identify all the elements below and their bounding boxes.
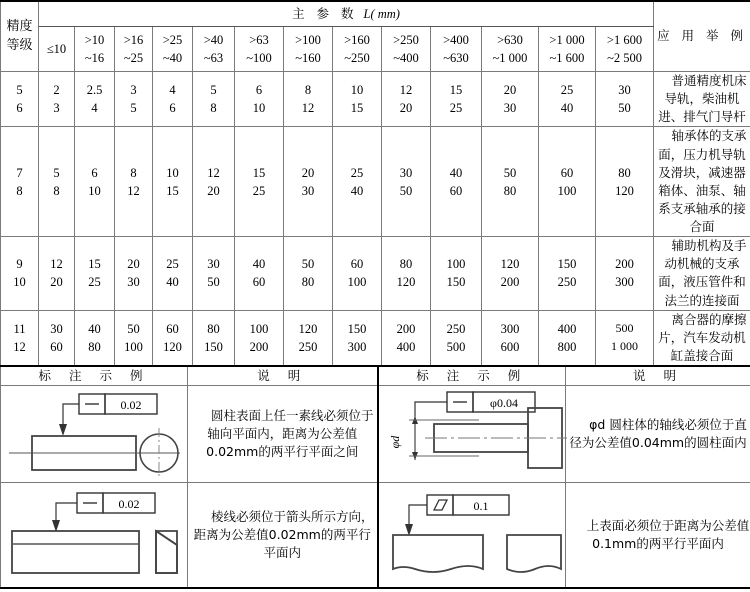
examples-table [0,367,750,589]
tolerance-value-label: φ0.04 [489,396,518,411]
value-cell: 250 500 [431,310,482,366]
diagram-cylinder-line-straightness [1,386,188,482]
diagram-shaft-axis-straightness [379,386,567,482]
value-cell: 40 60 [431,127,482,237]
value-cell: 2.5 4 [75,72,115,127]
range-10-line1: >630 [497,32,523,47]
range-12-line1: >1 600 [606,32,643,47]
grade-header-line1: 精度 [6,18,33,34]
value-cell: 8 12 [115,127,153,237]
value-cell: 120 250 [284,310,333,366]
grade-cell [1,127,39,237]
value-cell: 40 80 [75,310,115,366]
value-cell: 2 3 [39,72,75,127]
examples-header-row [1,367,750,386]
value-cell: 30 60 [39,310,75,366]
range-header-3 [153,27,193,72]
value-cell: 80 120 [596,127,654,237]
range-header-9 [431,27,482,72]
range-8-line2: ~400 [393,51,419,65]
grade-header-line2: 等级 [6,37,33,53]
main-parameter-header [39,1,654,27]
value-cell: 30 50 [193,237,235,311]
range-11-line2: ~1 600 [549,51,585,65]
tolerance-value-label: 0.1 [473,499,488,514]
value-cell: 6 10 [75,127,115,237]
range-2-line2: ~25 [123,51,144,65]
range-6-line1: >100 [295,32,321,47]
grade-cell [1,72,39,127]
example-figure-straightness-axial-line [1,386,188,483]
example-row [1,386,750,483]
range-header-10 [482,27,539,72]
range-8-line1: >250 [393,32,419,47]
application-cell: 辅助机构及手动机械的支承面，液压管件和法兰的连接面 [654,237,750,311]
example-row [1,483,750,589]
range-3-line1: >25 [162,32,183,47]
example-description-cell: 棱线必须位于箭头所示方向，距离为公差值0.02mm的两平行平面内 [188,483,378,589]
application-header-label: 应 用 举 例 [657,28,747,44]
main-parameter-title: 主 参 数 [292,5,358,21]
range-header-4 [193,27,235,72]
flatness-symbol-icon [434,500,447,510]
application-cell: 轴承体的支承面，压力机导轨及滑块，减速器箱体、油泵、轴系支承轴承的接合面 [654,127,750,237]
value-cell: 25 40 [153,237,193,311]
range-header-6 [284,27,333,72]
header-row-title [1,1,750,27]
range-6-line2: ~160 [295,51,321,65]
diagram-plate-flatness [379,483,567,587]
range-1-line1: >10 [84,32,105,47]
value-cell: 20 30 [284,127,333,237]
value-cell: 50 80 [284,237,333,311]
range-9-line1: >400 [443,32,469,47]
value-cell: 80 120 [382,237,431,311]
value-cell: 20 30 [482,72,539,127]
dimension-label-phi-d: φd [387,435,402,449]
range-12-line2: ~2 500 [607,51,642,65]
value-cell: 6 10 [235,72,284,127]
value-cell: 200 400 [382,310,431,366]
value-cell: 60 100 [539,127,596,237]
range-header-8 [382,27,431,72]
value-cell: 3 5 [115,72,153,127]
range-0-line1: ≤10 [46,41,67,56]
main-parameter-unit: ( mm) [370,6,400,21]
grade-bottom: 6 [16,101,23,116]
value-cell: 12 20 [382,72,431,127]
range-header-1 [75,27,115,72]
application-header [654,1,750,72]
range-4-line1: >40 [203,32,224,47]
grade-cell [1,237,39,311]
value-cell: 10 15 [333,72,382,127]
range-10-line2: ~1 000 [492,51,528,65]
value-cell: 15 25 [431,72,482,127]
value-cell: 150 300 [333,310,382,366]
example-figure-flatness-top-surface [378,483,566,589]
value-cell: 15 25 [235,127,284,237]
tolerance-value-label: 0.02 [120,398,142,413]
value-cell: 40 60 [235,237,284,311]
value-cell: 8 12 [284,72,333,127]
range-header-12 [596,27,654,72]
value-cell: 200 300 [596,237,654,311]
value-cell: 12 20 [39,237,75,311]
range-9-line2: ~630 [443,51,469,65]
value-cell: 20 30 [115,237,153,311]
range-11-line1: >1 000 [549,32,585,47]
value-cell: 4 6 [153,72,193,127]
value-cell: 15 25 [75,237,115,311]
value-cell: 5 8 [193,72,235,127]
value-cell: 12 20 [193,127,235,237]
grade-cell [1,310,39,366]
value-cell: 100 200 [235,310,284,366]
value-cell: 300 600 [482,310,539,366]
grade-bottom: 10 [13,275,26,290]
header-row-ranges [1,27,750,72]
value-cell: 60 100 [333,237,382,311]
value-cell: 50 100 [115,310,153,366]
value-cell: 80 150 [193,310,235,366]
range-header-5 [235,27,284,72]
main-parameter-symbol: L [363,6,371,21]
range-header-2 [115,27,153,72]
range-3-line2: ~40 [162,51,183,65]
range-5-line2: ~100 [246,51,272,65]
range-header-0 [39,27,75,72]
value-cell: 25 40 [539,72,596,127]
tolerance-value-label: 0.02 [118,497,140,512]
description-header-right: 说 明 [566,367,750,386]
value-cell: 100 150 [431,237,482,311]
description-header-left: 说 明 [188,367,378,386]
value-cell: 25 40 [333,127,382,237]
value-cell: 150 250 [539,237,596,311]
diagram-prism-edge-straightness [1,483,188,587]
value-cell: 30 50 [382,127,431,237]
table-row [1,127,750,237]
grade-top: 11 [13,321,26,336]
range-5-line1: >63 [249,32,269,47]
grade-bottom: 8 [16,183,23,198]
range-1-line2: ~16 [84,51,105,65]
range-4-line2: ~63 [203,51,224,65]
value-cell: 50 80 [482,127,539,237]
range-header-7 [333,27,382,72]
value-cell: 120 200 [482,237,539,311]
example-figure-straightness-edge-line [1,483,188,589]
table-row [1,237,750,311]
example-description-cell: φd 圆柱体的轴线必须位于直径为公差值0.04mm的圆柱面内 [566,386,750,483]
application-cell: 离合器的摩擦片，汽车发动机缸盖接合面 [654,310,750,366]
range-2-line1: >16 [123,32,144,47]
value-cell: 60 120 [153,310,193,366]
example-description-cell: 上表面必须位于距离为公差值0.1mm的两平行平面内 [566,483,750,589]
grade-top: 7 [16,165,23,180]
application-cell: 普通精度机床导轨，柴油机进、排气门导杆 [654,72,750,127]
grade-header-cell [1,1,39,72]
range-7-line2: ~250 [344,51,370,65]
range-header-11 [539,27,596,72]
table-row [1,72,750,127]
grade-top: 9 [16,257,23,272]
example-header-left: 标 注 示 例 [1,367,188,386]
example-header-right: 标 注 示 例 [378,367,566,386]
table-row [1,310,750,366]
example-figure-straightness-axis-cylindrical [378,386,566,483]
value-cell: 500 1 000 [596,310,654,366]
example-description-cell: 圆柱表面上任一素线必须位于轴向平面内，距离为公差值0.02mm的两平行平面之间 [188,386,378,483]
range-7-line1: >160 [344,32,370,47]
value-cell: 30 50 [596,72,654,127]
grade-bottom: 12 [13,339,26,354]
value-cell: 5 8 [39,127,75,237]
value-cell: 10 15 [153,127,193,237]
value-cell: 400 800 [539,310,596,366]
grade-top: 5 [16,83,23,98]
